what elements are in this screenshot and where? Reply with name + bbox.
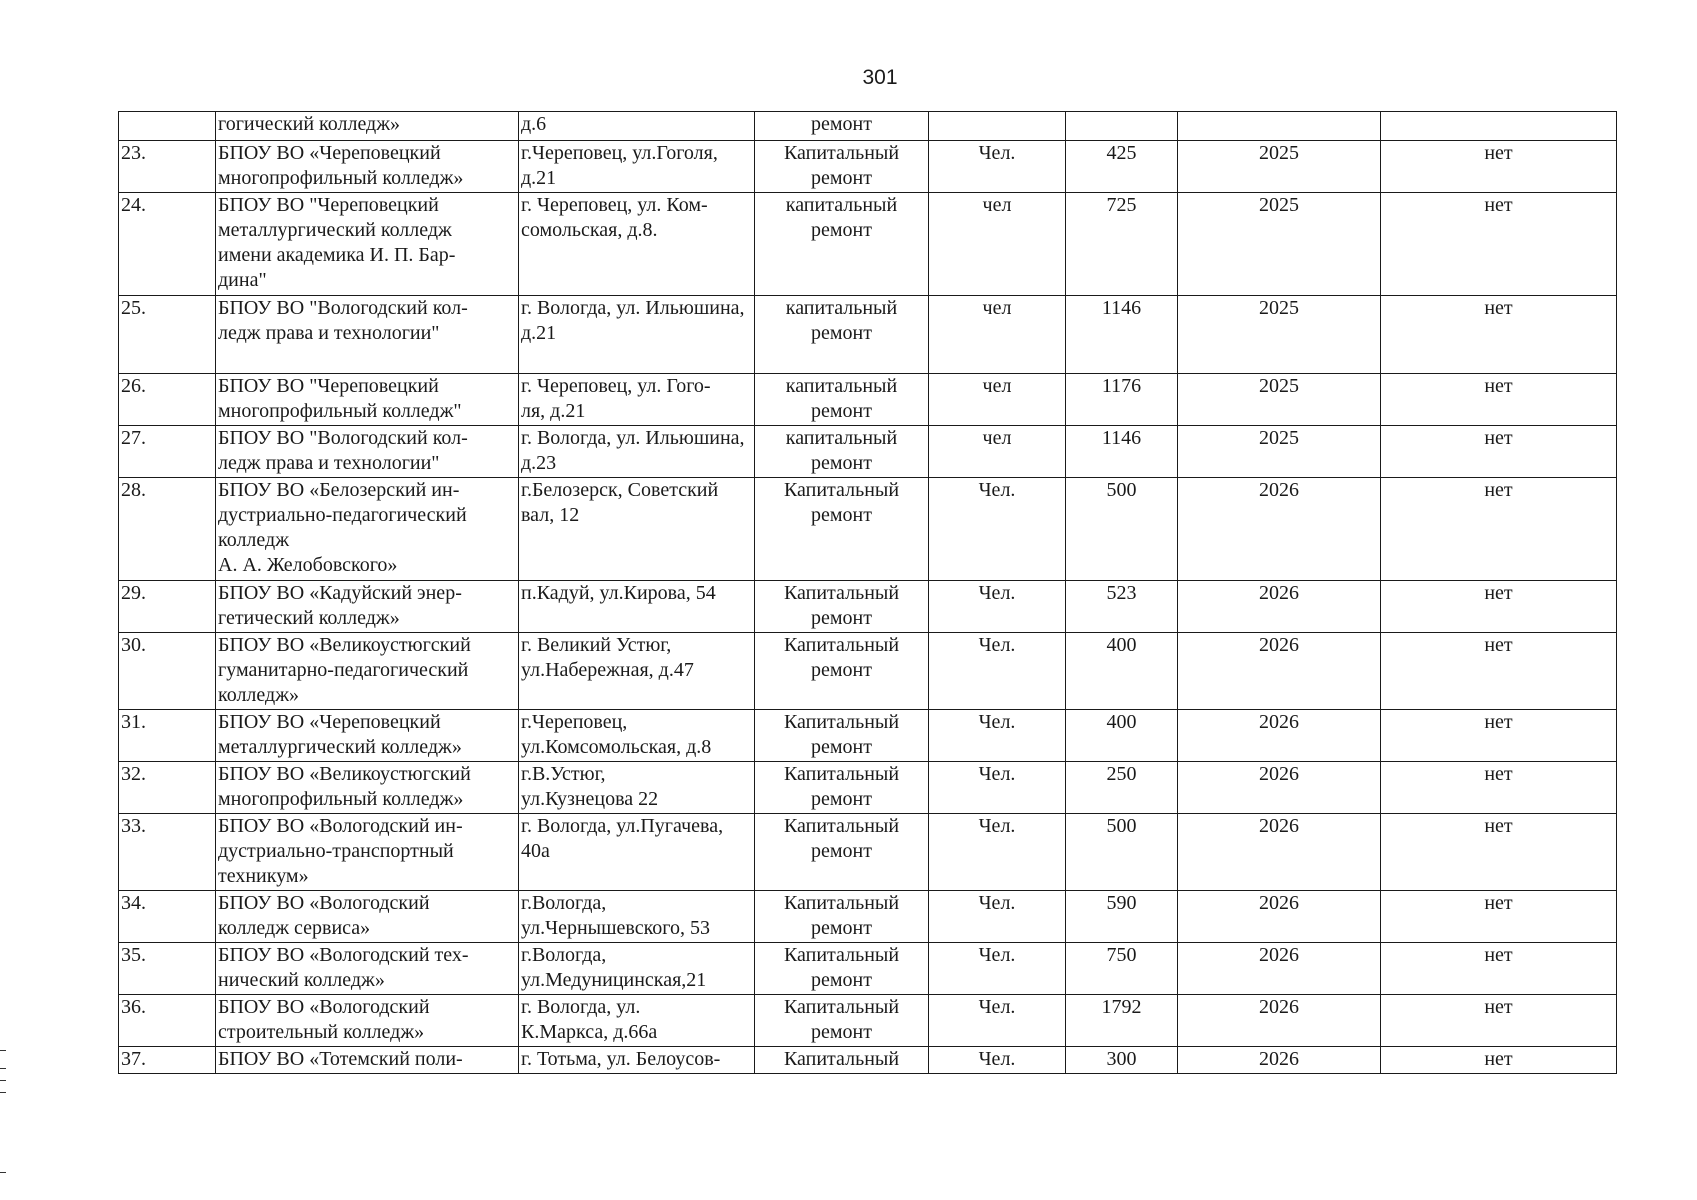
unit-text: чел xyxy=(982,427,1012,449)
address-text: п.Кадуй, ул.Кирова, 54 xyxy=(521,582,716,604)
cell-work-type xyxy=(755,581,929,633)
capacity-text: 750 xyxy=(1106,944,1137,966)
row-number-text: 34. xyxy=(121,892,146,914)
institution-name-text: БПОУ ВО «Белозерский ин- дустриально-педагогический колледж А. А. Желобовского» xyxy=(218,479,467,576)
year-text: 2026 xyxy=(1259,1048,1299,1070)
cell-work-type xyxy=(755,112,929,141)
year-text: 2026 xyxy=(1259,634,1299,656)
institution-name-text: БПОУ ВО "Череповецкий металлургический колледж имени академика И. П. Бар- дина" xyxy=(218,194,456,291)
cell-capacity xyxy=(1066,1047,1178,1074)
cell-year xyxy=(1178,426,1381,478)
year-text: 2026 xyxy=(1259,815,1299,837)
cell-capacity xyxy=(1066,633,1178,710)
cell-work-type xyxy=(755,633,929,710)
row-number-text: 28. xyxy=(121,479,146,501)
unit-text: Чел. xyxy=(978,711,1016,733)
cell-year xyxy=(1178,141,1381,193)
year-text: 2025 xyxy=(1259,297,1299,319)
cell-capacity xyxy=(1066,943,1178,995)
institution-name-text: БПОУ ВО «Череповецкий многопрофильный колледж» xyxy=(218,142,464,189)
cell-unit xyxy=(929,995,1066,1047)
cell-note xyxy=(1381,762,1617,814)
table-row xyxy=(119,995,1617,1047)
note-text: нет xyxy=(1484,427,1513,449)
unit-text: Чел. xyxy=(978,944,1016,966)
row-number-text: 32. xyxy=(121,763,146,785)
address-text: г.В.Устюг, ул.Кузнецова 22 xyxy=(521,763,659,810)
work-type-text: Капитальный ремонт xyxy=(783,711,900,758)
table-row xyxy=(119,581,1617,633)
institution-name-text: БПОУ ВО «Кадуйский энер- гетический колледж» xyxy=(218,582,462,629)
capacity-text: 523 xyxy=(1106,582,1137,604)
row-number-text: 36. xyxy=(121,996,146,1018)
cell-row-number xyxy=(119,374,216,426)
cell-institution-name xyxy=(216,141,519,193)
cell-institution-name xyxy=(216,374,519,426)
address-text: г. Тотьма, ул. Белоусов- xyxy=(521,1048,721,1070)
address-text: г.Череповец, ул.Гоголя, д.21 xyxy=(521,142,718,189)
capacity-text: 425 xyxy=(1106,142,1137,164)
cell-work-type xyxy=(755,1047,929,1074)
cell-year xyxy=(1178,762,1381,814)
cell-year xyxy=(1178,296,1381,374)
cell-unit xyxy=(929,426,1066,478)
cell-work-type xyxy=(755,374,929,426)
row-number-text: 30. xyxy=(121,634,146,656)
cell-row-number xyxy=(119,762,216,814)
note-text: нет xyxy=(1484,996,1513,1018)
cell-address xyxy=(519,426,755,478)
year-text: 2025 xyxy=(1259,194,1299,216)
row-number-text: 27. xyxy=(121,427,146,449)
row-number-text: 26. xyxy=(121,375,146,397)
row-number-text: 35. xyxy=(121,944,146,966)
address-text: г.Вологда, ул.Медуницинская,21 xyxy=(521,944,707,991)
note-text: нет xyxy=(1484,297,1513,319)
address-text: г. Великий Устюг, ул.Набережная, д.47 xyxy=(521,634,694,681)
note-text: нет xyxy=(1484,815,1513,837)
cell-institution-name xyxy=(216,112,519,141)
cell-row-number xyxy=(119,891,216,943)
institution-name-text: БПОУ ВО «Тотемский поли- xyxy=(218,1048,463,1070)
cell-year xyxy=(1178,633,1381,710)
margin-mark xyxy=(0,1092,6,1093)
cell-row-number xyxy=(119,141,216,193)
address-text: г. Череповец, ул. Ком- сомольская, д.8. xyxy=(521,194,708,241)
table-row xyxy=(119,193,1617,296)
cell-capacity xyxy=(1066,710,1178,762)
note-text: нет xyxy=(1484,1048,1513,1070)
capacity-text: 250 xyxy=(1106,763,1137,785)
cell-capacity xyxy=(1066,581,1178,633)
cell-row-number xyxy=(119,814,216,891)
cell-capacity xyxy=(1066,141,1178,193)
cell-note xyxy=(1381,943,1617,995)
cell-row-number xyxy=(119,633,216,710)
note-text: нет xyxy=(1484,634,1513,656)
row-number-text: 29. xyxy=(121,582,146,604)
row-number-text: 24. xyxy=(121,194,146,216)
cell-work-type xyxy=(755,426,929,478)
unit-text: Чел. xyxy=(978,815,1016,837)
cell-address xyxy=(519,296,755,374)
cell-work-type xyxy=(755,193,929,296)
cell-work-type xyxy=(755,762,929,814)
work-type-text: Капитальный ремонт xyxy=(783,763,900,810)
table-row xyxy=(119,141,1617,193)
margin-mark xyxy=(0,1080,6,1081)
row-number-text: 25. xyxy=(121,297,146,319)
cell-address xyxy=(519,814,755,891)
cell-year xyxy=(1178,995,1381,1047)
cell-unit xyxy=(929,478,1066,581)
address-text: г. Вологда, ул. К.Маркса, д.66а xyxy=(521,996,658,1043)
year-text: 2026 xyxy=(1259,996,1299,1018)
cell-year xyxy=(1178,478,1381,581)
cell-row-number xyxy=(119,296,216,374)
cell-work-type xyxy=(755,478,929,581)
unit-text: Чел. xyxy=(978,582,1016,604)
cell-year xyxy=(1178,814,1381,891)
cell-unit xyxy=(929,891,1066,943)
cell-unit xyxy=(929,633,1066,710)
cell-note xyxy=(1381,1047,1617,1074)
cell-row-number xyxy=(119,581,216,633)
year-text: 2025 xyxy=(1259,142,1299,164)
margin-mark xyxy=(0,1172,6,1173)
table-row xyxy=(119,762,1617,814)
margin-mark xyxy=(0,1050,6,1051)
cell-unit xyxy=(929,581,1066,633)
cell-address xyxy=(519,374,755,426)
table-row xyxy=(119,374,1617,426)
work-type-text: Капитальный ремонт xyxy=(783,582,900,629)
unit-text: Чел. xyxy=(978,1048,1016,1070)
cell-address xyxy=(519,141,755,193)
cell-institution-name xyxy=(216,995,519,1047)
cell-work-type xyxy=(755,814,929,891)
work-type-text: капитальный ремонт xyxy=(785,297,898,344)
capacity-text: 1792 xyxy=(1101,996,1142,1018)
cell-address xyxy=(519,633,755,710)
cell-row-number xyxy=(119,426,216,478)
capacity-text: 590 xyxy=(1106,892,1137,914)
work-type-text: Капитальный ремонт xyxy=(783,479,900,526)
table-row xyxy=(119,710,1617,762)
cell-row-number xyxy=(119,995,216,1047)
cell-unit xyxy=(929,296,1066,374)
capacity-text: 500 xyxy=(1106,479,1137,501)
note-text: нет xyxy=(1484,194,1513,216)
cell-year xyxy=(1178,374,1381,426)
note-text: нет xyxy=(1484,711,1513,733)
cell-year xyxy=(1178,581,1381,633)
row-number-text: 37. xyxy=(121,1048,146,1070)
cell-note xyxy=(1381,710,1617,762)
unit-text: Чел. xyxy=(978,634,1016,656)
unit-text: чел xyxy=(982,375,1012,397)
work-type-text: капитальный ремонт xyxy=(785,427,898,474)
address-text: г.Вологда, ул.Чернышевского, 53 xyxy=(521,892,711,939)
cell-address xyxy=(519,891,755,943)
cell-work-type xyxy=(755,891,929,943)
cell-address xyxy=(519,762,755,814)
institution-name-text: БПОУ ВО "Вологодский кол- ледж права и технологии" xyxy=(218,297,468,344)
institution-name-text: БПОУ ВО «Великоустюгский гуманитарно-педагогический колледж» xyxy=(218,634,471,706)
institution-name-text: БПОУ ВО «Вологодский ин- дустриально-транспортный техникум» xyxy=(218,815,463,887)
cell-institution-name xyxy=(216,426,519,478)
cell-row-number xyxy=(119,193,216,296)
cell-unit xyxy=(929,112,1066,141)
cell-note xyxy=(1381,193,1617,296)
capacity-text: 725 xyxy=(1106,194,1137,216)
address-text: г. Вологда, ул. Ильюшина, д.21 xyxy=(521,297,745,344)
cell-capacity xyxy=(1066,296,1178,374)
cell-institution-name xyxy=(216,762,519,814)
capacity-text: 400 xyxy=(1106,634,1137,656)
table-row xyxy=(119,633,1617,710)
unit-text: Чел. xyxy=(978,142,1016,164)
cell-capacity xyxy=(1066,478,1178,581)
address-text: г.Белозерск, Советский вал, 12 xyxy=(521,479,719,526)
year-text: 2026 xyxy=(1259,582,1299,604)
cell-institution-name xyxy=(216,814,519,891)
cell-capacity xyxy=(1066,112,1178,141)
year-text: 2026 xyxy=(1259,479,1299,501)
cell-address xyxy=(519,995,755,1047)
capacity-text: 1146 xyxy=(1101,427,1142,449)
cell-note xyxy=(1381,112,1617,141)
cell-year xyxy=(1178,891,1381,943)
note-text: нет xyxy=(1484,892,1513,914)
institution-name-text: БПОУ ВО "Череповецкий многопрофильный колледж" xyxy=(218,375,462,422)
cell-row-number xyxy=(119,1047,216,1074)
work-type-text: Капитальный ремонт xyxy=(783,892,900,939)
table-row xyxy=(119,296,1617,374)
unit-text: Чел. xyxy=(978,479,1016,501)
capacity-text: 500 xyxy=(1106,815,1137,837)
cell-year xyxy=(1178,943,1381,995)
cell-institution-name xyxy=(216,478,519,581)
cell-note xyxy=(1381,478,1617,581)
cell-row-number xyxy=(119,710,216,762)
year-text: 2025 xyxy=(1259,427,1299,449)
cell-capacity xyxy=(1066,814,1178,891)
margin-mark xyxy=(0,1068,6,1069)
work-type-text: Капитальный ремонт xyxy=(783,944,900,991)
note-text: нет xyxy=(1484,479,1513,501)
institution-name-text: БПОУ ВО «Череповецкий металлургический колледж» xyxy=(218,711,462,758)
work-type-text: Капитальный ремонт xyxy=(783,142,900,189)
institution-name-text: БПОУ ВО «Великоустюгский многопрофильный колледж» xyxy=(218,763,471,810)
table-row xyxy=(119,478,1617,581)
institution-name-text: гогический колледж» xyxy=(218,113,401,135)
row-number-text: 31. xyxy=(121,711,146,733)
cell-year xyxy=(1178,193,1381,296)
cell-address xyxy=(519,581,755,633)
cell-year xyxy=(1178,710,1381,762)
cell-institution-name xyxy=(216,193,519,296)
cell-unit xyxy=(929,710,1066,762)
cell-capacity xyxy=(1066,891,1178,943)
cell-capacity xyxy=(1066,426,1178,478)
cell-work-type xyxy=(755,710,929,762)
cell-capacity xyxy=(1066,995,1178,1047)
institution-name-text: БПОУ ВО «Вологодский колледж сервиса» xyxy=(218,892,430,939)
cell-note xyxy=(1381,296,1617,374)
cell-note xyxy=(1381,426,1617,478)
year-text: 2026 xyxy=(1259,711,1299,733)
cell-year xyxy=(1178,1047,1381,1074)
cell-note xyxy=(1381,141,1617,193)
cell-address xyxy=(519,1047,755,1074)
work-type-text: ремонт xyxy=(811,113,872,135)
cell-note xyxy=(1381,814,1617,891)
cell-note xyxy=(1381,581,1617,633)
cell-institution-name xyxy=(216,943,519,995)
cell-institution-name xyxy=(216,891,519,943)
institution-name-text: БПОУ ВО "Вологодский кол- ледж права и технологии" xyxy=(218,427,468,474)
capacity-text: 300 xyxy=(1106,1048,1137,1070)
work-type-text: Капитальный xyxy=(783,1048,900,1070)
cell-unit xyxy=(929,762,1066,814)
work-type-text: Капитальный ремонт xyxy=(783,634,900,681)
address-text: г.Череповец, ул.Комсомольская, д.8 xyxy=(521,711,712,758)
note-text: нет xyxy=(1484,582,1513,604)
cell-unit xyxy=(929,1047,1066,1074)
cell-unit xyxy=(929,814,1066,891)
capacity-text: 1176 xyxy=(1101,375,1142,397)
address-text: д.6 xyxy=(521,113,547,135)
cell-capacity xyxy=(1066,193,1178,296)
unit-text: чел xyxy=(982,194,1012,216)
unit-text: Чел. xyxy=(978,763,1016,785)
year-text: 2026 xyxy=(1259,944,1299,966)
cell-work-type xyxy=(755,995,929,1047)
cell-unit xyxy=(929,943,1066,995)
note-text: нет xyxy=(1484,142,1513,164)
institution-name-text: БПОУ ВО «Вологодский тех- нический колледж» xyxy=(218,944,469,991)
table-body xyxy=(119,112,1617,1074)
table-row xyxy=(119,1047,1617,1074)
row-number-text: 23. xyxy=(121,142,146,164)
institution-name-text: БПОУ ВО «Вологодский строительный колледж» xyxy=(218,996,430,1043)
cell-work-type xyxy=(755,296,929,374)
cell-unit xyxy=(929,141,1066,193)
work-type-text: капитальный ремонт xyxy=(785,194,898,241)
year-text: 2026 xyxy=(1259,763,1299,785)
cell-address xyxy=(519,710,755,762)
unit-text: Чел. xyxy=(978,996,1016,1018)
cell-institution-name xyxy=(216,581,519,633)
cell-note xyxy=(1381,633,1617,710)
cell-work-type xyxy=(755,943,929,995)
capacity-text: 400 xyxy=(1106,711,1137,733)
cell-year xyxy=(1178,112,1381,141)
table-row xyxy=(119,814,1617,891)
note-text: нет xyxy=(1484,763,1513,785)
cell-row-number xyxy=(119,478,216,581)
table-row xyxy=(119,943,1617,995)
unit-text: чел xyxy=(982,297,1012,319)
cell-unit xyxy=(929,374,1066,426)
table-row xyxy=(119,112,1617,141)
cell-work-type xyxy=(755,141,929,193)
cell-capacity xyxy=(1066,374,1178,426)
cell-address xyxy=(519,112,755,141)
year-text: 2025 xyxy=(1259,375,1299,397)
cell-address xyxy=(519,943,755,995)
address-text: г. Вологда, ул. Ильюшина, д.23 xyxy=(521,427,745,474)
repair-schedule-table xyxy=(118,111,1617,1074)
page-number: 301 xyxy=(862,66,898,89)
work-type-text: Капитальный ремонт xyxy=(783,996,900,1043)
row-number-text: 33. xyxy=(121,815,146,837)
note-text: нет xyxy=(1484,944,1513,966)
cell-institution-name xyxy=(216,710,519,762)
table-row xyxy=(119,891,1617,943)
cell-address xyxy=(519,193,755,296)
cell-row-number xyxy=(119,112,216,141)
cell-institution-name xyxy=(216,633,519,710)
cell-capacity xyxy=(1066,762,1178,814)
work-type-text: капитальный ремонт xyxy=(785,375,898,422)
work-type-text: Капитальный ремонт xyxy=(783,815,900,862)
cell-address xyxy=(519,478,755,581)
address-text: г. Череповец, ул. Гого- ля, д.21 xyxy=(521,375,711,422)
capacity-text: 1146 xyxy=(1101,297,1142,319)
cell-note xyxy=(1381,891,1617,943)
unit-text: Чел. xyxy=(978,892,1016,914)
note-text: нет xyxy=(1484,375,1513,397)
year-text: 2026 xyxy=(1259,892,1299,914)
address-text: г. Вологда, ул.Пугачева, 40а xyxy=(521,815,724,862)
cell-unit xyxy=(929,193,1066,296)
cell-institution-name xyxy=(216,296,519,374)
cell-row-number xyxy=(119,943,216,995)
table-row xyxy=(119,426,1617,478)
cell-institution-name xyxy=(216,1047,519,1074)
cell-note xyxy=(1381,374,1617,426)
cell-note xyxy=(1381,995,1617,1047)
